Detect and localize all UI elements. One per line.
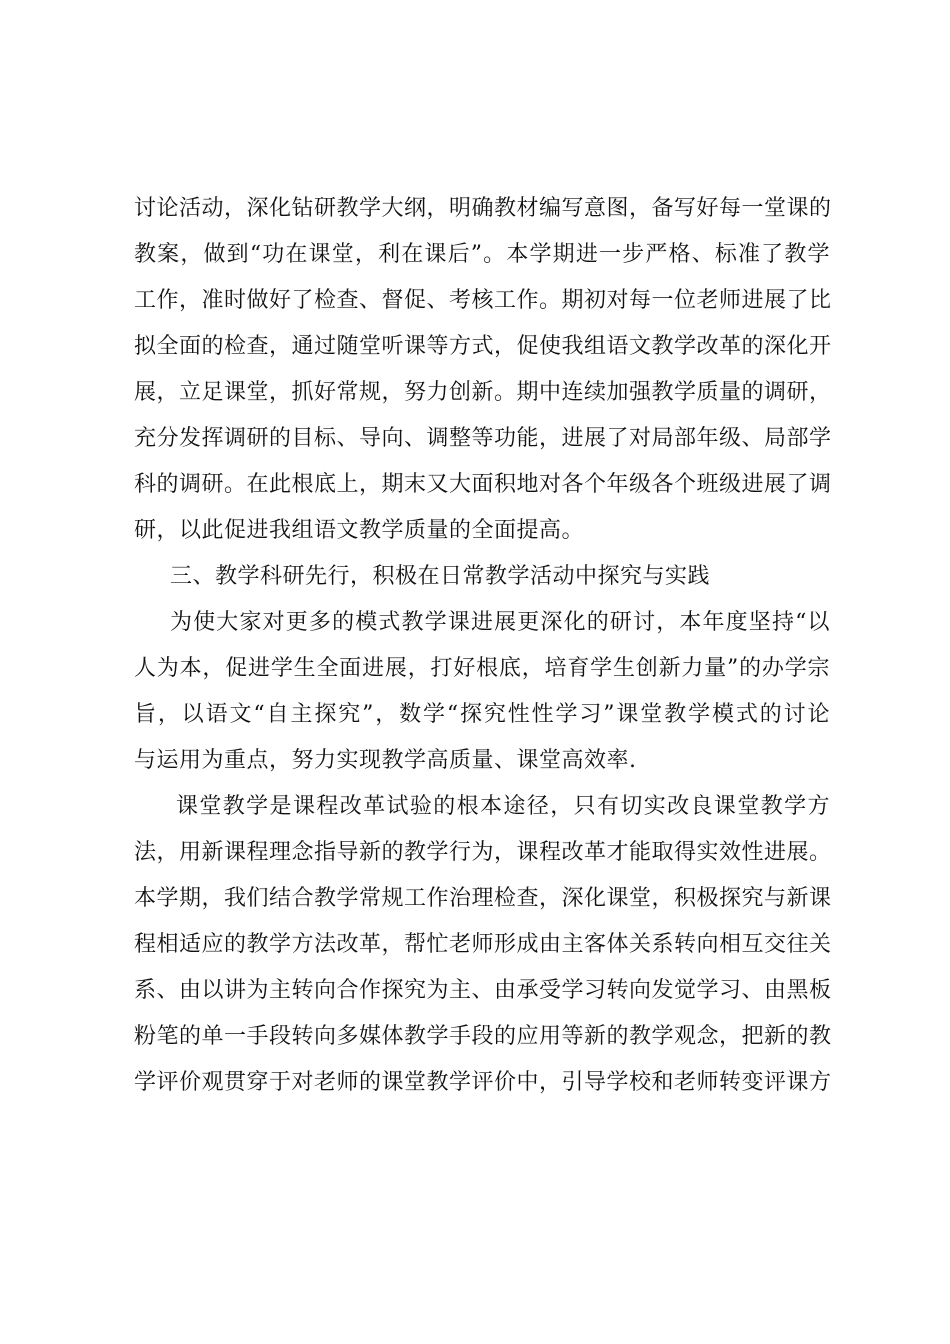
text-line-4: 拟全面的检查，通过随堂听课等方式，促使我组语文教学改革的深化开 <box>134 334 832 359</box>
text-line-2: 教案，做到“功在课堂，利在课后”。本学期进一步严格、标准了教学 <box>134 242 830 267</box>
text-line-13: 与运用为重点，努力实现教学高质量、课堂高效率. <box>134 748 637 773</box>
text-line-15: 法，用新课程理念指导新的教学行为，课程改革才能取得实效性进展。 <box>134 840 832 865</box>
text-line-3: 工作，准时做好了检查、督促、考核工作。期初对每一位老师进展了比 <box>134 288 832 313</box>
text-line-20: 学评价观贯穿于对老师的课堂教学评价中，引导学校和老师转变评课方 <box>134 1070 832 1095</box>
text-line-17: 程相适应的教学方法改革，帮忙老师形成由主客体关系转向相互交往关 <box>134 932 832 957</box>
text-line-10: 为使大家对更多的模式教学课进展更深化的研讨，本年度坚持“以 <box>170 610 830 635</box>
text-line-16: 本学期，我们结合教学常规工作治理检查，深化课堂，积极探究与新课 <box>134 886 832 911</box>
text-line-11: 人为本，促进学生全面进展，打好根底，培育学生创新力量”的办学宗 <box>134 656 830 681</box>
text-line-7: 科的调研。在此根底上，期末又大面积地对各个年级各个班级进展了调 <box>134 472 832 497</box>
text-line-6: 充分发挥调研的目标、导向、调整等功能，进展了对局部年级、局部学 <box>134 426 832 451</box>
document-body <box>134 186 830 1106</box>
text-line-18: 系、由以讲为主转向合作探究为主、由承受学习转向发觉学习、由黑板 <box>134 978 832 1003</box>
text-line-14: 课堂教学是课程改革试验的根本途径，只有切实改良课堂教学方 <box>176 794 830 819</box>
section-heading: 三、教学科研先行，积极在日常教学活动中探究与实践 <box>170 564 711 589</box>
text-line-12: 旨，以语文“自主探究”，数学“探究性性学习”课堂教学模式的讨论 <box>134 702 830 727</box>
text-line-5: 展，立足课堂，抓好常规，努力创新。期中连续加强教学质量的调研， <box>134 380 832 405</box>
text-line-8: 研，以此促进我组语文教学质量的全面提高。 <box>134 518 585 543</box>
text-line-1: 讨论活动，深化钻研教学大纲，明确教材编写意图，备写好每一堂课的 <box>134 196 832 221</box>
text-line-19: 粉笔的单一手段转向多媒体教学手段的应用等新的教学观念，把新的教 <box>134 1024 832 1049</box>
